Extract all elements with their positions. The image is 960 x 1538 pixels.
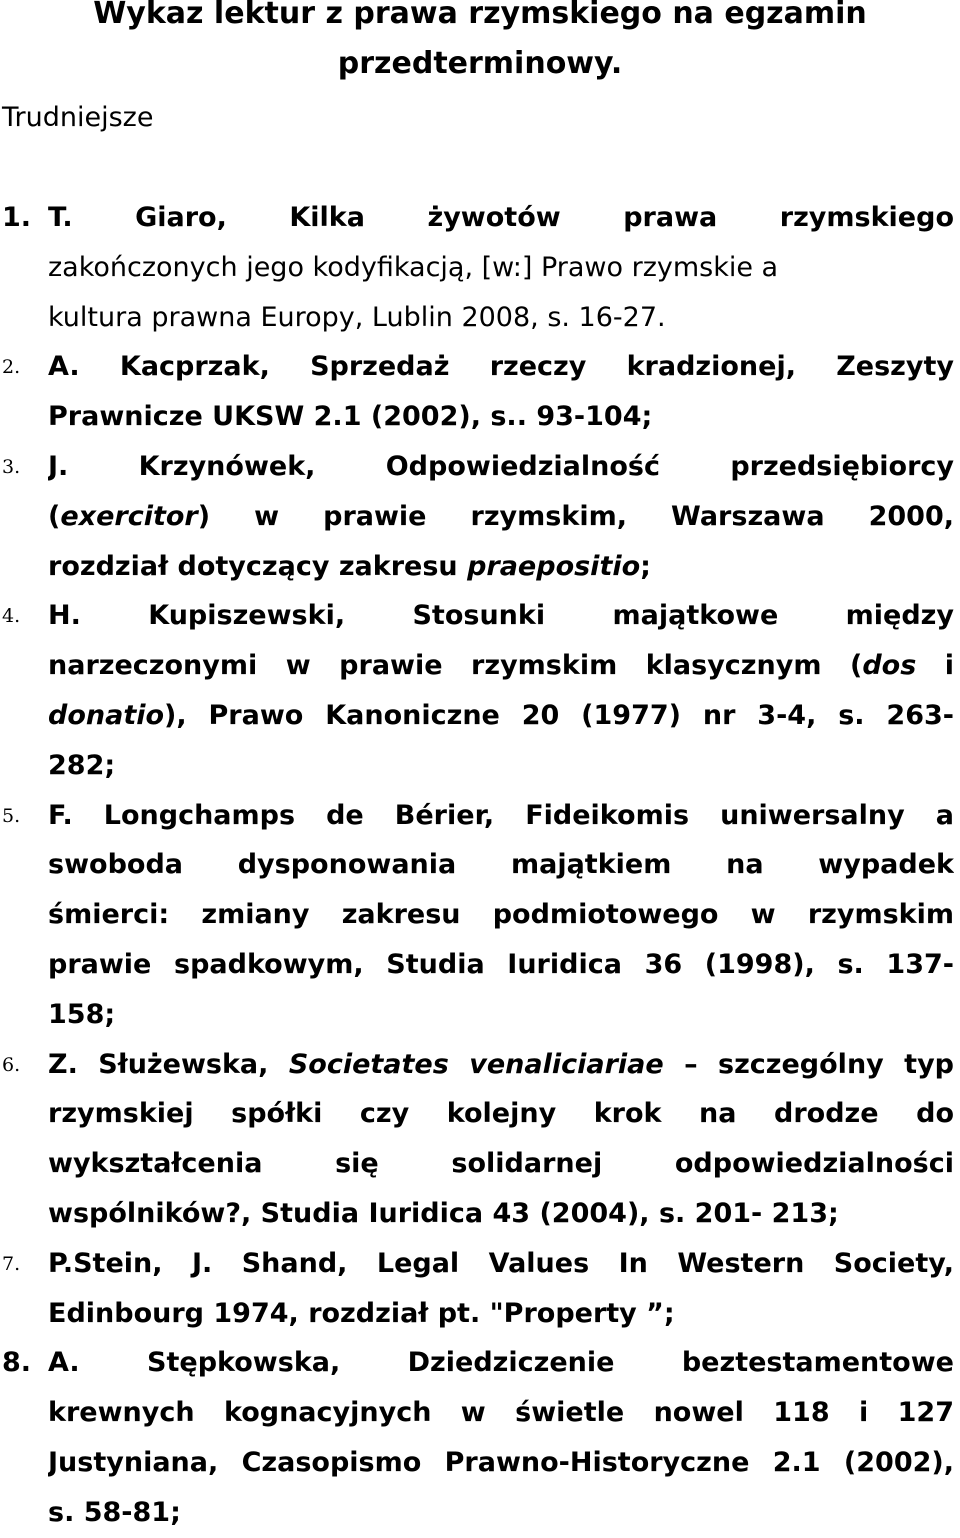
- item-text-line: [48, 741, 954, 791]
- text-segment: (: [48, 500, 61, 532]
- text-segment: s. 58-81;: [48, 1496, 181, 1528]
- text-segment: i: [916, 650, 954, 682]
- text-segment: Justyniana, Czasopismo Prawno-Historyczne 2.1 (2002),: [48, 1447, 954, 1478]
- text-segment: wykształcenia się solidarnej odpowiedzialności: [48, 1148, 954, 1180]
- text-segment: 282;: [48, 749, 116, 781]
- document-title-line-1: Wykaz lektur z prawa rzymskiego na egzamin: [93, 0, 867, 31]
- text-segment: rzymskiej spółki czy kolejny krok na drodze do: [48, 1098, 954, 1130]
- item-number: 1.: [2, 202, 32, 233]
- text-segment: F. Longchamps de Bérier, Fideikomis uniwersalny a: [48, 799, 954, 831]
- item-text-line: [48, 542, 954, 592]
- item-text-line: [48, 1338, 954, 1388]
- item-number: 4.: [2, 605, 21, 628]
- item-text-line: [48, 791, 954, 841]
- text-segment: 158;: [48, 998, 116, 1030]
- item-number: 7.: [2, 1252, 21, 1275]
- item-text-line: [48, 243, 954, 293]
- item-text-line: [48, 193, 954, 243]
- text-segment: T. Giaro, Kilka żywotów prawa rzymskiego: [48, 202, 954, 233]
- text-segment: Z. Służewska,: [48, 1048, 289, 1080]
- item-text-line: [48, 442, 954, 492]
- item-text-line: [48, 1189, 954, 1239]
- item-text-line: [48, 1040, 954, 1090]
- italic-term: praepositio: [467, 550, 641, 582]
- text-segment: A. Stępkowska, Dziedziczenie beztestamentowe: [48, 1347, 954, 1379]
- italic-term: donatio: [48, 700, 165, 731]
- text-segment: narzeczonymi w prawie rzymskim klasycznym (: [48, 650, 863, 682]
- text-segment: – szczególny typ: [663, 1048, 954, 1080]
- italic-term: exercitor: [60, 500, 198, 532]
- item-number: 3.: [2, 456, 21, 478]
- text-segment: śmierci: zmiany zakresu podmiotowego w rzymskim: [48, 899, 954, 931]
- text-segment: prawie spadkowym, Studia Iuridica 36 (1998), s. 137-: [48, 949, 954, 980]
- item-text-line: [48, 1139, 954, 1189]
- text-segment: swoboda dysponowania majątkiem na wypadek: [48, 849, 954, 881]
- text-segment: ), Prawo Kanoniczne 20 (1977) nr 3-4, s. 263-: [164, 700, 954, 731]
- item-text-line: [48, 890, 954, 940]
- text-segment: zakończonych jego kodyfikacją, [w:] Prawo rzymskie a: [48, 251, 779, 283]
- text-segment: rozdział dotyczący zakresu: [48, 550, 468, 582]
- item-text-line: [48, 840, 954, 890]
- text-segment: H. Kupiszewski, Stosunki majątkowe między: [48, 600, 954, 632]
- text-segment: krewnych kognacyjnych w świetle nowel 118 i 127: [48, 1397, 954, 1429]
- item-text-line: [48, 641, 954, 691]
- item-text-line: [48, 492, 954, 542]
- document-title-line-2: przedterminowy.: [337, 46, 623, 81]
- item-text-line: [48, 1089, 954, 1139]
- text-segment: J. Krzynówek, Odpowiedzialność przedsiębiorcy: [48, 451, 954, 482]
- item-number: 6.: [2, 1053, 21, 1076]
- item-text-line: [48, 591, 954, 641]
- text-segment: ;: [640, 550, 651, 582]
- italic-term: dos: [862, 650, 917, 682]
- item-text-line: [48, 691, 954, 741]
- item-text-line: [48, 1488, 954, 1538]
- text-segment: wspólników?, Studia Iuridica 43 (2004), s. 201- 213;: [48, 1198, 839, 1229]
- text-segment: ) w prawie rzymskim, Warszawa 2000,: [197, 500, 954, 532]
- item-text-line: [48, 342, 954, 392]
- item-text-line: [48, 1239, 954, 1289]
- item-number: 2.: [2, 356, 21, 379]
- item-number: 5.: [2, 804, 21, 827]
- text-segment: A. Kacprzak, Sprzedaż rzeczy kradzionej, Zeszyty: [48, 351, 954, 383]
- item-text-line: [48, 1289, 954, 1339]
- item-text-line: [48, 1438, 954, 1488]
- text-segment: Prawnicze UKSW 2.1 (2002), s.. 93-104;: [48, 401, 653, 433]
- item-number: 8.: [2, 1347, 32, 1379]
- item-text-line: [48, 990, 954, 1040]
- item-text-line: [48, 392, 954, 442]
- item-text-line: [48, 293, 954, 343]
- item-text-line: [48, 940, 954, 990]
- text-segment: kultura prawna Europy, Lublin 2008, s. 16-27.: [48, 301, 666, 333]
- text-segment: Edinbourg 1974, rozdział pt. "Property ”;: [48, 1297, 675, 1329]
- italic-term: Societates venaliciariae: [288, 1048, 664, 1080]
- text-segment: P.Stein, J. Shand, Legal Values In Western Society,: [48, 1247, 954, 1279]
- section-subtitle: Trudniejsze: [2, 102, 154, 133]
- item-text-line: [48, 1388, 954, 1438]
